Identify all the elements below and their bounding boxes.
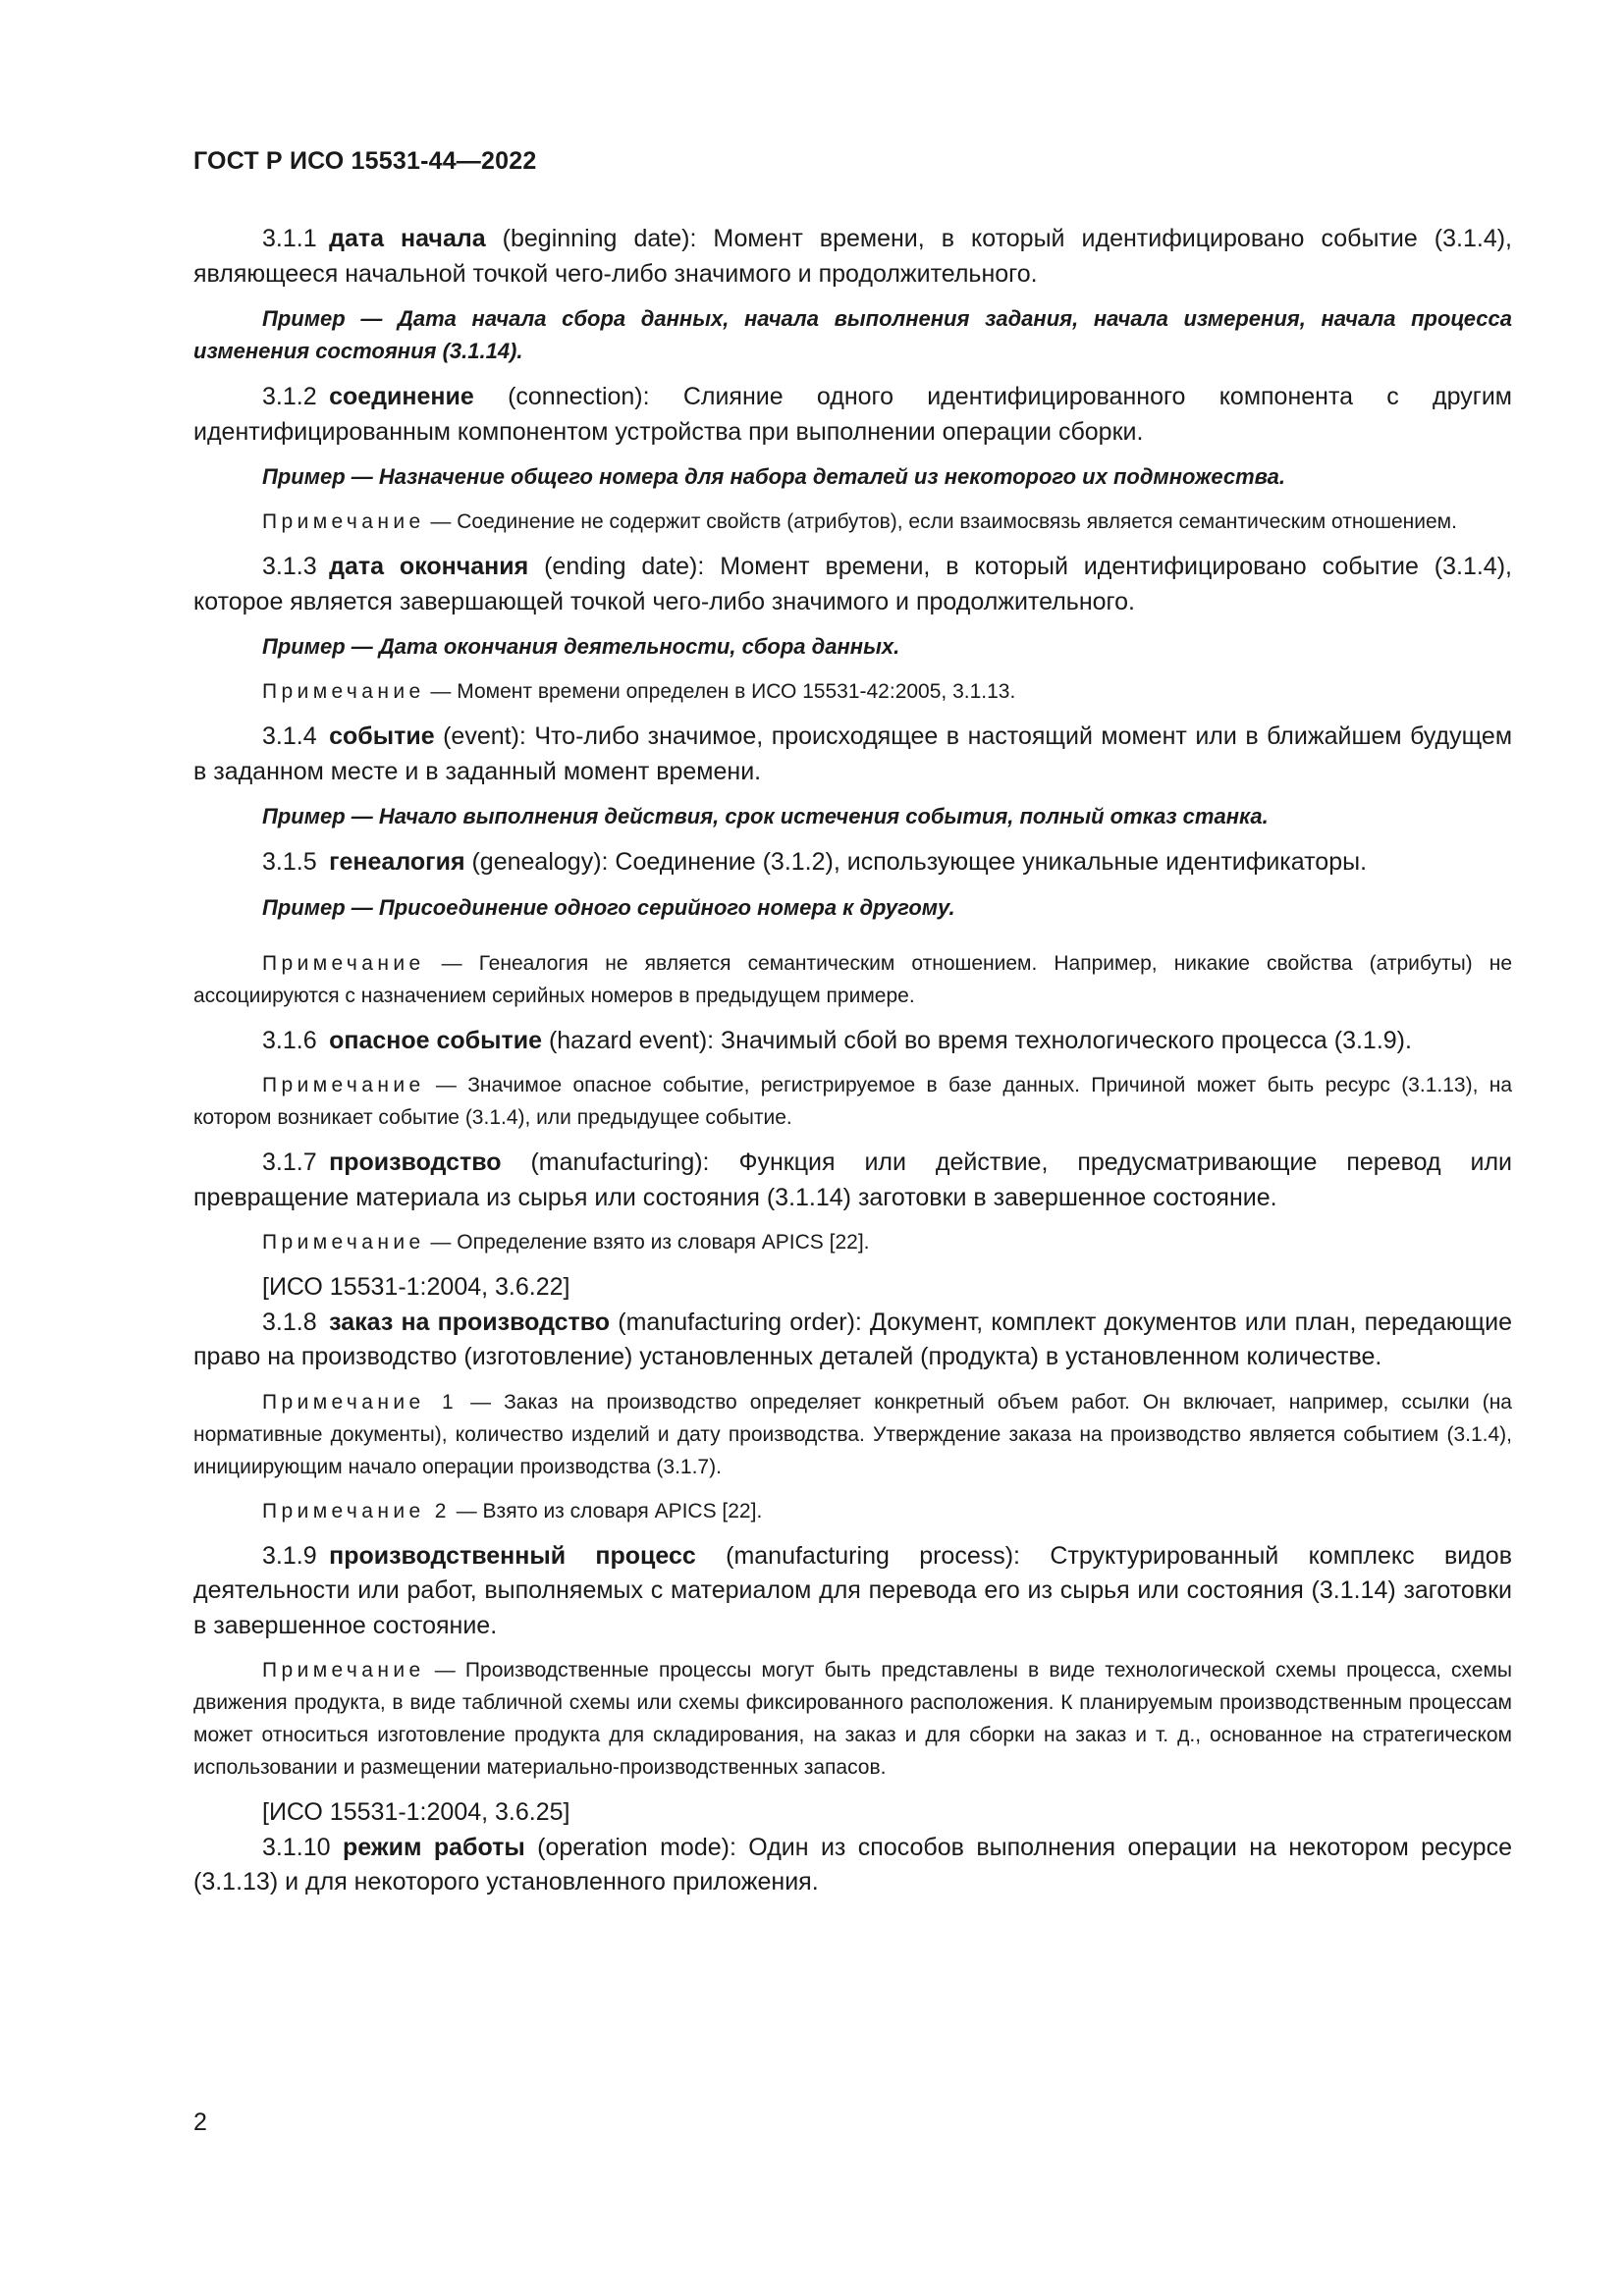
example-text — [193, 630, 1512, 663]
term-name: соединение — [329, 383, 474, 410]
term-number: 3.1.5 — [262, 848, 317, 876]
term-text: (manufacturing process): Структурированный комплекс видов деятельности или работ, выполняемых с материалом для перевода его из сырья или состояния (3.1.14) заготовки в завершенное состояние. — [193, 1541, 1512, 1639]
example-text — [193, 800, 1512, 832]
example-text — [193, 891, 1512, 924]
term-text: (event): Что-либо значимое, происходящее в настоящий момент или в ближайшем будущем в заданном месте и в заданный момент времени. — [193, 722, 1512, 785]
term-name: производственный процесс — [329, 1541, 696, 1570]
note — [193, 1654, 1512, 1784]
document-header: ГОСТ Р ИСО 15531-44—2022 — [193, 147, 537, 175]
example-content: Пример — Назначение общего номера для набора деталей из некоторого их подмножества. — [262, 464, 1285, 489]
note — [193, 506, 1512, 538]
term-name: дата окончания — [329, 553, 529, 580]
term-number: 3.1.2 — [262, 383, 317, 410]
term-text: (hazard event): Значимый сбой во время технологического процесса (3.1.9). — [548, 1026, 1412, 1054]
term-number: 3.1.4 — [262, 722, 317, 750]
note-text: — Заказ на производство определяет конкретный объем работ. Он включает, например, ссылки (на нормативные документы), количество изделий и дату производства. Утверждение заказа на производство является событием (3.1.4), инициирующим начало операции производства (3.1.7). — [193, 1390, 1512, 1478]
term-definition — [193, 845, 1512, 881]
term-text: (manufacturing): Функция или действие, предусматривающие перевод или превращение материала из сырья или состояния (3.1.14) заготовки в завершенное состояние. — [193, 1148, 1512, 1211]
note — [193, 1386, 1512, 1483]
term-text: (operation mode): Один из способов выполнения операции на некотором ресурсе (3.1.13) и для некоторого установленного приложения. — [193, 1833, 1512, 1896]
term-number: 3.1.8 — [262, 1308, 317, 1336]
note-text: — Взято из словаря APICS [22]. — [456, 1499, 763, 1522]
note — [193, 675, 1512, 708]
term-number: 3.1.1 — [262, 225, 317, 252]
document-body — [193, 222, 1512, 1911]
term-text: (ending date): Момент времени, в который идентифицировано событие (3.1.4), которое является завершающей точкой чего-либо значимого и продолжительного. — [193, 553, 1512, 615]
note-text: — Момент времени определен в ИСО 15531-42:2005, 3.1.13. — [430, 680, 1016, 703]
example-content: Пример — Присоединение одного серийного номера к другому. — [262, 894, 955, 920]
term-text: (manufacturing order): Документ, комплект документов или план, передающие право на производство (изготовление) установленных деталей (продукта) в установленном количестве. — [193, 1308, 1512, 1370]
example-content: Пример — Начало выполнения действия, срок истечения события, полный отказ станка. — [262, 804, 1269, 828]
term-definition — [193, 720, 1512, 789]
term-definition — [193, 1539, 1512, 1644]
term-number: 3.1.9 — [262, 1541, 317, 1570]
note — [193, 1226, 1512, 1258]
note-text: — Соединение не содержит свойств (атрибутов), если взаимосвязь является семантическим отношением. — [430, 510, 1457, 533]
term-text: (genealogy): Соединение (3.1.2), использующее уникальные идентификаторы. — [471, 848, 1368, 876]
note-label: Примечание — [262, 680, 425, 703]
term-name: генеалогия — [329, 848, 465, 876]
term-number: 3.1.7 — [262, 1148, 317, 1176]
term-text: (beginning date): Момент времени, в который идентифицировано событие (3.1.4), являющееся начальной точкой чего-либо значимого и продолжительного. — [193, 225, 1512, 288]
note-text: — Значимое опасное событие, регистрируемое в базе данных. Причиной может быть ресурс (3.1.13), на котором возникает событие (3.1.4), или предыдущее событие. — [193, 1074, 1512, 1129]
term-name: производство — [329, 1148, 502, 1176]
reference-text: [ИСО 15531-1:2004, 3.6.22] — [262, 1273, 570, 1301]
example-text — [193, 460, 1512, 493]
term-name: заказ на производство — [329, 1308, 611, 1336]
note-text: — Производственные процессы могут быть представлены в виде технологической схемы процесса, схемы движения продукта, в виде табличной схемы или схемы фиксированного расположения. К планируемым производственным процессам может относиться изготовление продукта для складирования, на заказ и для сборки на заказ и т. д., основанное на стратегическом использовании и размещении материально-производственных запасов. — [193, 1659, 1512, 1779]
term-number: 3.1.10 — [262, 1833, 331, 1861]
source-reference — [193, 1270, 1512, 1306]
note-label: Примечание — [262, 1231, 425, 1254]
term-definition — [193, 1306, 1512, 1375]
note-label: Примечание — [262, 510, 425, 533]
page-number: 2 — [193, 2109, 207, 2136]
reference-text: [ИСО 15531-1:2004, 3.6.25] — [262, 1798, 570, 1826]
note-label: Примечание — [262, 951, 425, 975]
term-name: опасное событие — [329, 1026, 542, 1054]
term-text: (connection): Слияние одного идентифицированного компонента с другим идентифицированным компонентом устройства при выполнении операции сборки. — [193, 383, 1512, 446]
term-definition — [193, 550, 1512, 619]
term-definition — [193, 222, 1512, 292]
example-text — [193, 302, 1512, 367]
note-label: Примечание — [262, 1659, 425, 1682]
note-label: Примечание 2 — [262, 1499, 451, 1522]
example-content: Пример — Дата окончания деятельности, сбора данных. — [262, 634, 900, 659]
term-definition — [193, 380, 1512, 450]
term-name: дата начала — [329, 225, 486, 252]
note-text: — Генеалогия не является семантическим отношением. Например, никакие свойства (атрибуты) не ассоциируются с назначением серийных номеров в предыдущем примере. — [193, 951, 1512, 1007]
term-name: событие — [329, 722, 435, 750]
source-reference — [193, 1795, 1512, 1831]
term-number: 3.1.3 — [262, 553, 317, 580]
note — [193, 1495, 1512, 1527]
note-label: Примечание 1 — [262, 1390, 459, 1414]
note — [193, 947, 1512, 1012]
note — [193, 1069, 1512, 1134]
note-label: Примечание — [262, 1074, 425, 1096]
term-definition — [193, 1831, 1512, 1900]
term-definition — [193, 1024, 1512, 1059]
term-definition — [193, 1146, 1512, 1215]
note-text: — Определение взято из словаря APICS [22]. — [430, 1231, 870, 1254]
term-number: 3.1.6 — [262, 1026, 317, 1054]
term-name: режим работы — [343, 1833, 525, 1861]
example-content: Пример — Дата начала сбора данных, начала выполнения задания, начала измерения, начала процесса изменения состояния (3.1.14). — [193, 306, 1512, 363]
